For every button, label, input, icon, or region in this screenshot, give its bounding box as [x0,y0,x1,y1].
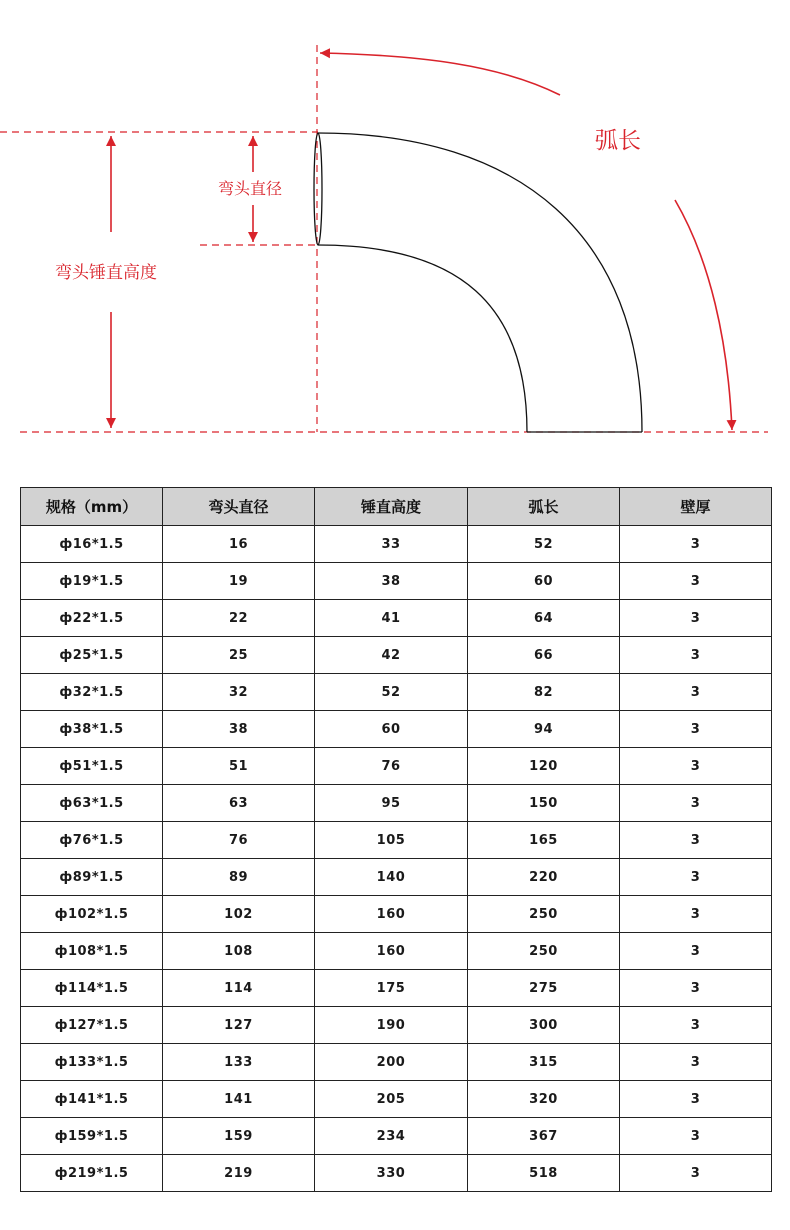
table-row [21,526,772,563]
cell-arc-length: 120 [468,748,620,785]
table-row [21,748,772,785]
cell-vertical-height: 190 [315,1007,468,1044]
spec-table [20,487,772,1192]
cell-arc-length: 320 [468,1081,620,1118]
cell-wall-thickness: 3 [620,785,772,822]
cell-arc-length: 82 [468,674,620,711]
table-body [21,526,772,1192]
elbow-outer-arc [318,133,642,432]
cell-elbow-diameter: 141 [163,1081,315,1118]
cell-elbow-diameter: 51 [163,748,315,785]
cell-arc-length: 94 [468,711,620,748]
cell-arc-length: 150 [468,785,620,822]
table-row [21,1081,772,1118]
cell-wall-thickness: 3 [620,933,772,970]
cell-wall-thickness: 3 [620,1155,772,1192]
cell-spec: ф102*1.5 [21,896,163,933]
cell-arc-length: 250 [468,933,620,970]
cell-arc-length: 315 [468,1044,620,1081]
table-row [21,1044,772,1081]
cell-arc-length: 250 [468,896,620,933]
cell-vertical-height: 52 [315,674,468,711]
table-row [21,1155,772,1192]
header-wall-thickness: 壁厚 [620,488,772,526]
cell-arc-length: 518 [468,1155,620,1192]
cell-spec: ф159*1.5 [21,1118,163,1155]
dashed-guide-lines [0,45,768,432]
arc-arrow-right [675,200,732,430]
cell-spec: ф108*1.5 [21,933,163,970]
cell-elbow-diameter: 219 [163,1155,315,1192]
cell-vertical-height: 234 [315,1118,468,1155]
table-row [21,637,772,674]
cell-spec: ф22*1.5 [21,600,163,637]
cell-vertical-height: 41 [315,600,468,637]
cell-wall-thickness: 3 [620,822,772,859]
cell-wall-thickness: 3 [620,970,772,1007]
cell-elbow-diameter: 32 [163,674,315,711]
cell-wall-thickness: 3 [620,711,772,748]
cell-elbow-diameter: 38 [163,711,315,748]
cell-elbow-diameter: 114 [163,970,315,1007]
cell-elbow-diameter: 25 [163,637,315,674]
cell-vertical-height: 38 [315,563,468,600]
cell-vertical-height: 42 [315,637,468,674]
cell-spec: ф32*1.5 [21,674,163,711]
elbow-diameter-label: 弯头直径 [218,179,283,198]
cell-arc-length: 165 [468,822,620,859]
cell-elbow-diameter: 108 [163,933,315,970]
table-row [21,822,772,859]
cell-arc-length: 300 [468,1007,620,1044]
table-row [21,600,772,637]
cell-arc-length: 66 [468,637,620,674]
cell-vertical-height: 200 [315,1044,468,1081]
arc-length-label: 弧长 [595,128,641,154]
cell-spec: ф133*1.5 [21,1044,163,1081]
table-row [21,1118,772,1155]
elbow-pipe-shape [314,133,642,432]
cell-wall-thickness: 3 [620,1081,772,1118]
cell-wall-thickness: 3 [620,859,772,896]
cell-elbow-diameter: 102 [163,896,315,933]
cell-vertical-height: 105 [315,822,468,859]
cell-spec: ф63*1.5 [21,785,163,822]
elbow-inner-arc [318,245,527,432]
cell-vertical-height: 160 [315,896,468,933]
cell-elbow-diameter: 22 [163,600,315,637]
cell-spec: ф127*1.5 [21,1007,163,1044]
header-spec: 规格（mm） [21,488,163,526]
cell-vertical-height: 60 [315,711,468,748]
elbow-dimension-diagram [0,0,790,470]
cell-vertical-height: 140 [315,859,468,896]
cell-vertical-height: 175 [315,970,468,1007]
table-row [21,933,772,970]
cell-wall-thickness: 3 [620,526,772,563]
cell-wall-thickness: 3 [620,1044,772,1081]
cell-wall-thickness: 3 [620,1007,772,1044]
cell-wall-thickness: 3 [620,748,772,785]
cell-wall-thickness: 3 [620,896,772,933]
header-arc-length: 弧长 [468,488,620,526]
arc-arrow-top [320,53,560,95]
arc-length-arrows [320,53,732,430]
cell-vertical-height: 330 [315,1155,468,1192]
cell-elbow-diameter: 16 [163,526,315,563]
cell-vertical-height: 33 [315,526,468,563]
elbow-end-ellipse [314,133,322,245]
cell-spec: ф89*1.5 [21,859,163,896]
cell-elbow-diameter: 159 [163,1118,315,1155]
cell-elbow-diameter: 63 [163,785,315,822]
table-header-row [21,488,772,526]
cell-arc-length: 275 [468,970,620,1007]
table-row [21,674,772,711]
cell-elbow-diameter: 76 [163,822,315,859]
cell-spec: ф19*1.5 [21,563,163,600]
cell-vertical-height: 95 [315,785,468,822]
table-row [21,785,772,822]
cell-wall-thickness: 3 [620,674,772,711]
cell-elbow-diameter: 89 [163,859,315,896]
cell-arc-length: 220 [468,859,620,896]
cell-spec: ф38*1.5 [21,711,163,748]
cell-vertical-height: 160 [315,933,468,970]
cell-spec: ф16*1.5 [21,526,163,563]
table-row [21,859,772,896]
cell-elbow-diameter: 127 [163,1007,315,1044]
cell-spec: ф76*1.5 [21,822,163,859]
cell-wall-thickness: 3 [620,563,772,600]
table-row [21,896,772,933]
header-elbow-diameter: 弯头直径 [163,488,315,526]
cell-vertical-height: 205 [315,1081,468,1118]
cell-spec: ф51*1.5 [21,748,163,785]
cell-spec: ф219*1.5 [21,1155,163,1192]
cell-wall-thickness: 3 [620,637,772,674]
header-vertical-height: 锤直高度 [315,488,468,526]
cell-spec: ф141*1.5 [21,1081,163,1118]
cell-vertical-height: 76 [315,748,468,785]
table-row [21,1007,772,1044]
table-row [21,563,772,600]
cell-wall-thickness: 3 [620,600,772,637]
cell-arc-length: 64 [468,600,620,637]
cell-elbow-diameter: 19 [163,563,315,600]
table-row [21,711,772,748]
cell-spec: ф25*1.5 [21,637,163,674]
cell-elbow-diameter: 133 [163,1044,315,1081]
vertical-height-label: 弯头锤直高度 [55,263,157,283]
cell-spec: ф114*1.5 [21,970,163,1007]
table-row [21,970,772,1007]
cell-arc-length: 60 [468,563,620,600]
cell-arc-length: 52 [468,526,620,563]
cell-wall-thickness: 3 [620,1118,772,1155]
cell-arc-length: 367 [468,1118,620,1155]
